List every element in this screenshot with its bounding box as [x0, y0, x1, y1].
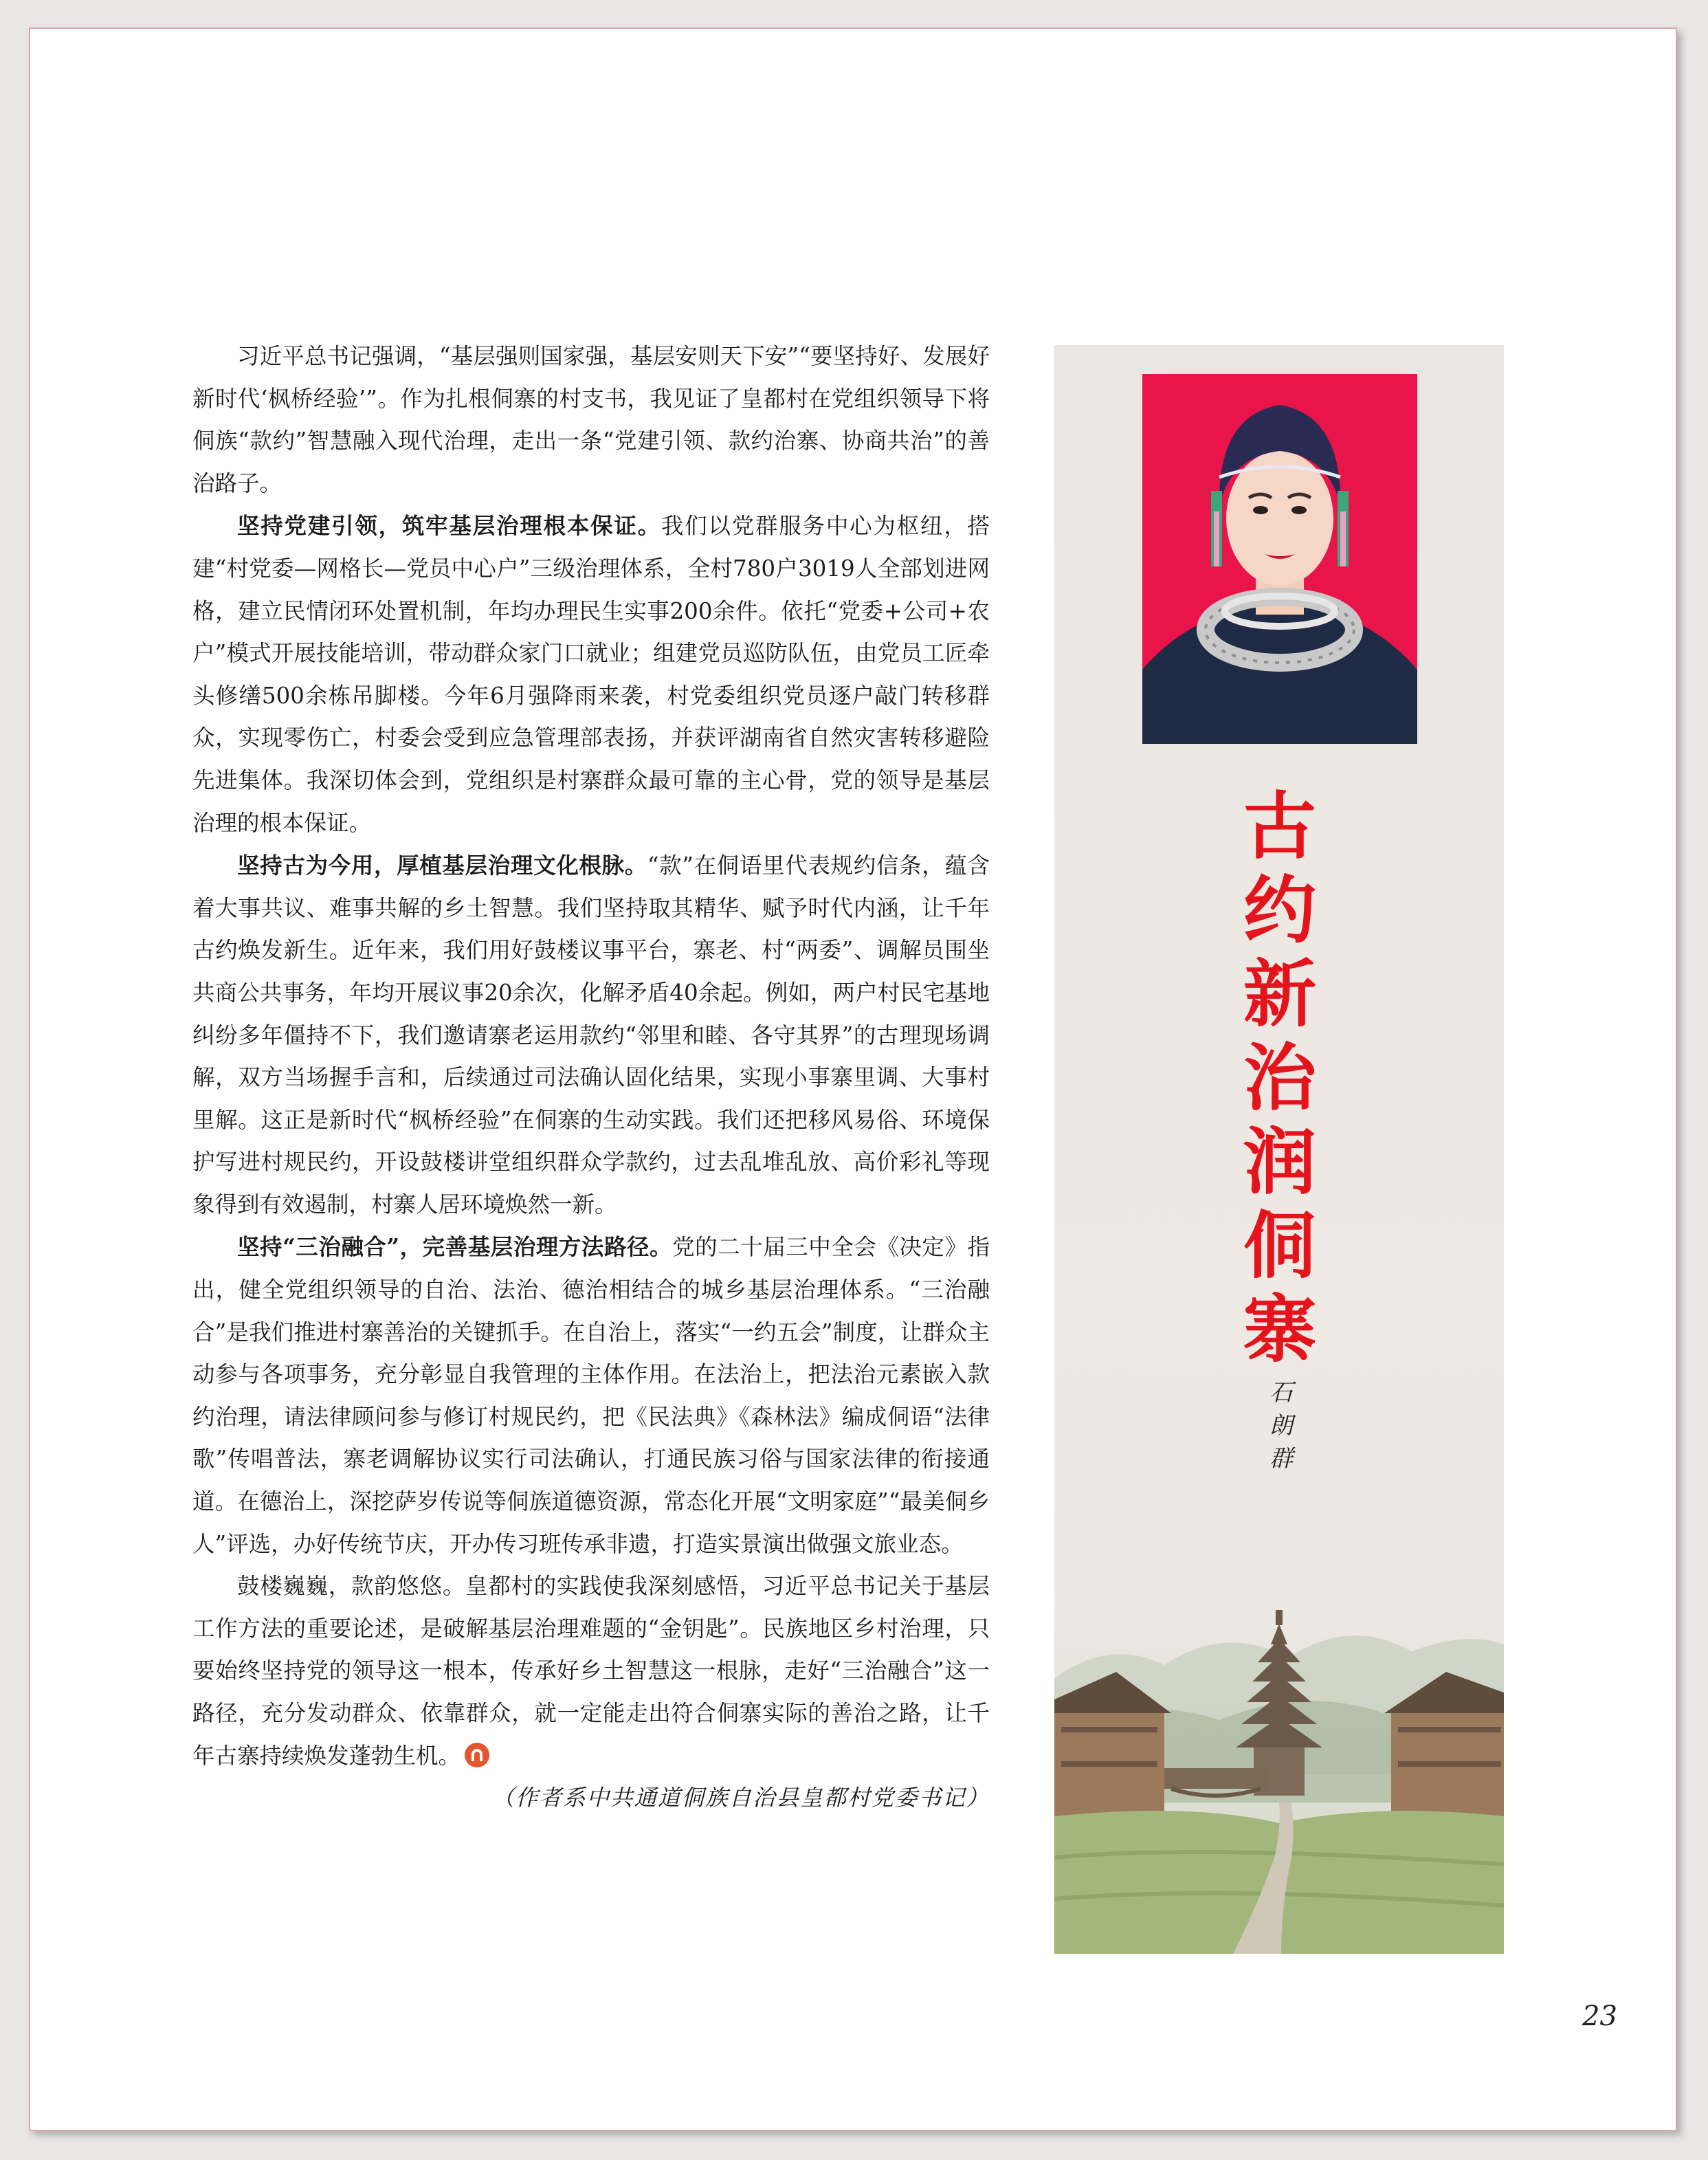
article-title [1239, 785, 1321, 1372]
author-char: 朗 [1269, 1412, 1293, 1440]
article-paragraph-conclusion [192, 1565, 990, 1811]
article-paragraph-three-governance [192, 1226, 990, 1565]
page-number: 23 [1582, 2001, 1617, 2032]
section-text-culture: “款”在侗语里代表规约信条，蕴含着大事共议、难事共解的乡土智慧。我们坚持取其精华、赋予时代内涵，让千年古约焕发新生。近年来，我们用好鼓楼议事平台，寨老、村“两委”、调解员围坐共商公共事务，年均开展议事20余次，化解矛盾40余起。例如，两户村民宅基地纠纷多年僵持不下，我们邀请寨老运用款约“邻里和睦、各守其界”的古理现场调解，双方当场握手言和，后续通过司法确认固化结果，实现小事寨里调、大事村里解。这正是新时代“枫桥经验”在侗寨的生动实践。我们还把移风易俗、环境保护写进村规民约，开设鼓楼讲堂组织群众学款约，过去乱堆乱放、高价彩礼等现象得到有效遏制，村寨人居环境焕然一新。 [192, 852, 990, 1217]
article-paragraph-culture [192, 844, 990, 1226]
article-body [192, 335, 990, 1820]
title-char: 侗 [1243, 1204, 1316, 1288]
section-text-three-governance: 党的二十届三中全会《决定》指出，健全党组织领导的自治、法治、德治相结合的城乡基层治理体系。“三治融合”是我们推进村寨善治的关键抓手。在自治上，落实“一约五会”制度，让群众主动参与各项事务，充分彰显自我管理的主体作用。在法治上，把法治元素嵌入款约治理，请法律顾问参与修订村规民约，把《民法典》《森林法》编成侗语“法律歌”传唱普法，寨老调解协议实行司法确认，打通民族习俗与国家法律的衔接通道。在德治上，深挖萨岁传说等侗族道德资源，常态化开展“文明家庭”“最美侗乡人”评选，办好传统节庆，开办传习班传承非遗，打造实景演出做强文旅业态。 [192, 1234, 990, 1557]
section-heading-three-governance: 坚持“三治融合”，完善基层治理方法路径。 [237, 1233, 673, 1261]
portrait-illustration [1142, 374, 1417, 744]
title-char: 古 [1243, 784, 1316, 869]
author-portrait [1142, 374, 1417, 744]
title-char: 新 [1243, 952, 1316, 1037]
author-char: 石 [1269, 1379, 1293, 1407]
title-char: 寨 [1243, 1288, 1316, 1372]
section-heading-culture: 坚持古为今用，厚植基层治理文化根脉。 [237, 852, 647, 879]
title-sidebar [1054, 345, 1504, 1954]
magazine-end-seal-icon [465, 1743, 489, 1767]
section-text-party-leadership: 我们以党群服务中心为枢纽，搭建“村党委—网格长—党员中心户”三级治理体系，全村780户3019人全部划进网格，建立民情闭环处置机制，年均办理民生实事200余件。依托“党委+公司+农户”模式开展技能培训，带动群众家门口就业；组建党员巡防队伍，由党员工匠牵头修缮500余栋吊脚楼。今年6月强降雨来袭，村党委组织党员逐户敲门转移群众，实现零伤亡，村委会受到应急管理部表扬，并获评湖南省自然灾害转移避险先进集体。我深切体会到，党组织是村寨群众最可靠的主心骨，党的领导是基层治理的根本保证。 [192, 513, 990, 836]
author-name [1261, 1376, 1302, 1475]
section-heading-party-leadership: 坚持党建引领，筑牢基层治理根本保证。 [237, 512, 661, 540]
article-paragraph-party-leadership [192, 505, 990, 844]
dong-village-landscape-illustration [1054, 1596, 1504, 1954]
author-char: 群 [1269, 1445, 1293, 1473]
title-char: 治 [1243, 1036, 1316, 1121]
title-char: 约 [1243, 868, 1316, 953]
author-credit: （作者系中共通道侗族自治县皇都村党委书记） [491, 1785, 990, 1811]
conclusion-text: 鼓楼巍巍，款韵悠悠。皇都村的实践使我深刻感悟，习近平总书记关于基层工作方法的重要论述，是破解基层治理难题的“金钥匙”。民族地区乡村治理，只要始终坚持党的领导这一根本，传承好乡土智慧这一根脉，走好“三治融合”这一路径，充分发动群众、依靠群众，就一定能走出符合侗寨实际的善治之路，让千年古寨持续焕发蓬勃生机。 [192, 1573, 990, 1769]
article-paragraph-intro: 习近平总书记强调，“基层强则国家强，基层安则天下安”“要坚持好、发展好新时代‘枫桥经验’”。作为扎根侗寨的村支书，我见证了皇都村在党组织领导下将侗族“款约”智慧融入现代治理，走出一条“党建引领、款约治寨、协商共治”的善治路子。 [192, 343, 990, 496]
title-char: 润 [1243, 1120, 1316, 1204]
magazine-page [29, 27, 1677, 2131]
